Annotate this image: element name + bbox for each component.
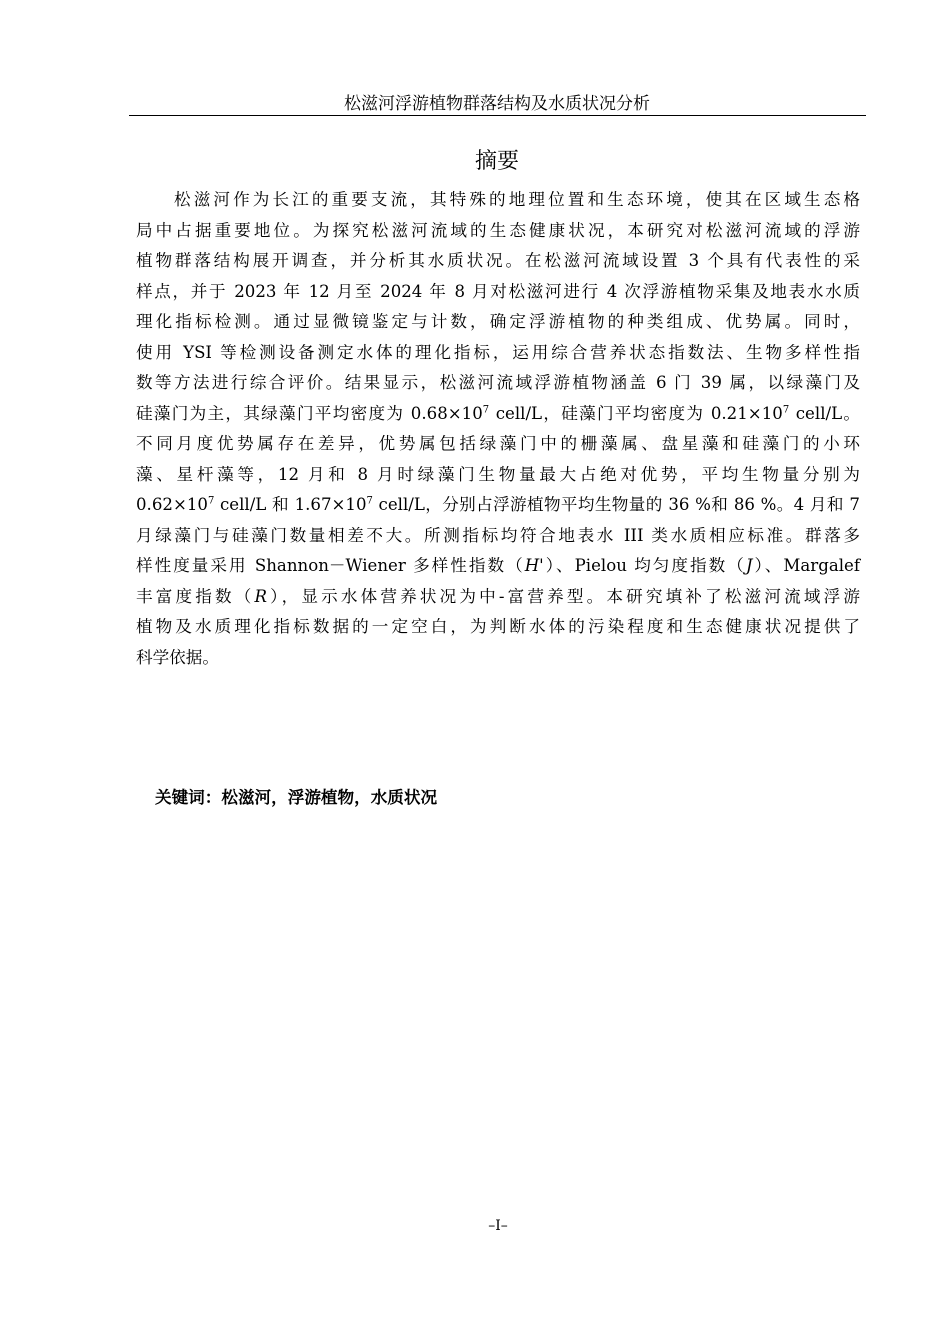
abstract-line: 松滋河作为长江的重要支流，其特殊的地理位置和生态环境，使其在区域生态格 <box>174 190 860 209</box>
abstract-line: 局中占据重要地位。为探究松滋河流域的生态健康状况，本研究对松滋河流域的浮游 <box>136 220 860 240</box>
exponent: 7 <box>782 403 790 415</box>
shannon-symbol: H' <box>524 556 544 575</box>
abstract-line <box>136 582 860 613</box>
line-segment: cell/L 和 1.67×10 <box>214 495 367 514</box>
keywords: 关键词：松滋河，浮游植物，水质状况 <box>155 787 438 807</box>
abstract-line: 月绿藻门与硅藻门数量相差不大。所测指标均符合地表水 III 类水质相应标准。群落多 <box>136 525 860 545</box>
abstract-line: 不同月度优势属存在差异，优势属包括绿藻门中的栅藻属、盘星藻和硅藻门的小环 <box>136 434 860 453</box>
abstract-line <box>136 399 860 430</box>
line-segment: 硅藻门为主，其绿藻门平均密度为 0.68×10 <box>136 403 483 423</box>
abstract-line <box>136 551 860 582</box>
abstract-line: 使用 YSI 等检测设备测定水体的理化指标，运用综合营养状态指数法、生物多样性指 <box>136 342 860 362</box>
line-segment: ）、Margalef <box>752 556 860 575</box>
margalef-symbol: R <box>254 586 268 606</box>
running-header-title: 松滋河浮游植物群落结构及水质状况分析 <box>344 94 650 114</box>
abstract-line: 植物及水质理化指标数据的一定空白，为判断水体的污染程度和生态健康状况提供了 <box>136 617 860 636</box>
line-segment: cell/L，分别占浮游植物平均生物量的 36 %和 86 %。4 月和 7 <box>372 495 860 514</box>
abstract-line: 植物群落结构展开调查，并分析其水质状况。在松滋河流域设置 3 个具有代表性的采 <box>136 251 860 270</box>
line-segment: cell/L。 <box>789 403 860 423</box>
line-segment: ），显示水体营养状况为中-富营养型。本研究填补了松滋河流域浮游 <box>267 586 861 606</box>
abstract-line: 样点，并于 2023 年 12 月至 2024 年 8 月对松滋河进行 4 次浮游植物采集及地表水水质 <box>136 281 860 301</box>
abstract-body <box>136 185 860 673</box>
abstract-line: 数等方法进行综合评价。结果显示，松滋河流域浮游植物涵盖 6 门 39 属，以绿藻门及 <box>136 373 860 392</box>
pielou-symbol: J <box>745 556 753 575</box>
line-segment: 0.62×10 <box>136 495 208 514</box>
line-segment: 样性度量采用 Shannon－Wiener 多样性指数（ <box>136 556 525 575</box>
exponent: 7 <box>207 495 215 507</box>
abstract-line: 理化指标检测。通过显微镜鉴定与计数，确定浮游植物的种类组成、优势属。同时， <box>136 312 860 331</box>
abstract-line <box>136 490 860 521</box>
page-number: –I– <box>488 1218 508 1234</box>
line-segment: ）、Pielou 均匀度指数（ <box>543 556 746 575</box>
abstract-line: 藻、星杆藻等，12 月和 8 月时绿藻门生物量最大占绝对优势，平均生物量分别为 <box>136 464 860 484</box>
line-segment: 丰富度指数（ <box>136 586 255 606</box>
header-rule <box>129 115 866 116</box>
exponent: 7 <box>366 495 373 507</box>
line-segment: cell/L，硅藻门平均密度为 0.21×10 <box>489 403 783 423</box>
abstract-line: 科学依据。 <box>136 647 219 667</box>
abstract-heading: 摘要 <box>474 149 519 174</box>
exponent: 7 <box>482 403 490 415</box>
